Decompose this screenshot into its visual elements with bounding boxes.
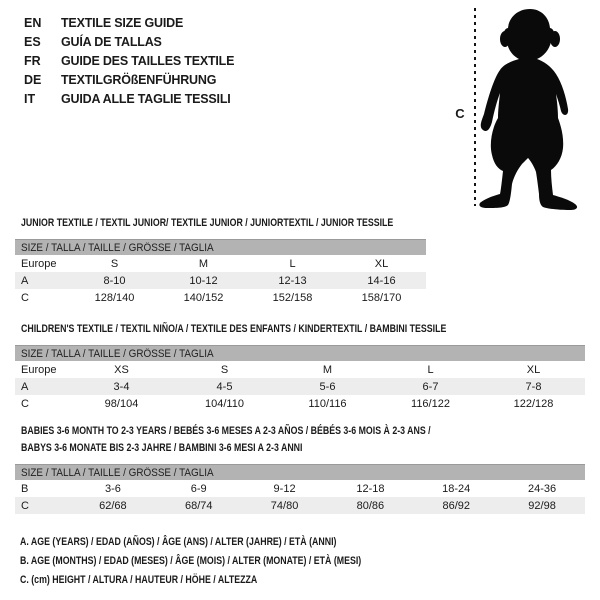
table-title-line xyxy=(21,423,585,440)
table-title xyxy=(15,215,426,232)
table-cell: 140/152 xyxy=(183,291,224,304)
language-row xyxy=(24,13,234,32)
note-text: B. AGE (MONTHS) / EDAD (MESES) / ÂGE (MOIS) / ALTER (MONATE) / ETÀ (MESI) xyxy=(20,555,362,567)
size-header-bar xyxy=(15,345,585,361)
table-cell: 7-8 xyxy=(525,380,542,393)
note-text: C. (cm) HEIGHT / ALTURA / HAUTEUR / HÖHE / ALTEZZA xyxy=(20,574,258,586)
language-code: FR xyxy=(24,53,41,68)
table-cell: 116/122 xyxy=(411,397,450,410)
children-table-section xyxy=(15,321,585,412)
table-cell: S xyxy=(220,363,229,376)
language-row xyxy=(24,32,234,51)
table-row xyxy=(15,289,426,306)
table-cell: XS xyxy=(114,363,129,376)
language-title: GUÍA DE TALLAS xyxy=(61,34,162,49)
table-cell: 24-36 xyxy=(527,482,557,495)
table-cell: 4-5 xyxy=(216,380,233,393)
footnotes xyxy=(20,533,447,590)
row-label: C xyxy=(21,291,29,304)
table-cell: 18-24 xyxy=(442,482,471,495)
table-cell: L xyxy=(427,363,434,376)
table-cell: 104/110 xyxy=(205,397,244,410)
size-table xyxy=(15,239,426,306)
table-cell: 122/128 xyxy=(513,397,554,410)
note-line xyxy=(20,552,447,571)
size-header-text: SIZE / TALLA / TAILLE / GRÖSSE / TAGLIA xyxy=(21,347,214,360)
size-table xyxy=(15,345,585,412)
table-title-text: JUNIOR TEXTILE / TEXTIL JUNIOR/ TEXTILE JUNIOR / JUNIORTEXTIL / JUNIOR TESSILE xyxy=(21,217,394,229)
table-title-text: BABYS 3-6 MONATE BIS 2-3 JAHRE / BAMBINI 3-6 MESI A 2-3 ANNI xyxy=(21,442,303,454)
table-cell: 12-18 xyxy=(356,482,385,495)
babies-table-section xyxy=(15,423,585,514)
table-row xyxy=(15,255,426,272)
size-table xyxy=(15,464,585,514)
row-label: A xyxy=(21,274,29,287)
size-header-bar xyxy=(15,464,585,480)
height-label-c: C xyxy=(455,106,465,121)
table-cell: 6-7 xyxy=(422,380,439,393)
table-row xyxy=(15,272,426,289)
table-title-line xyxy=(21,215,426,232)
table-cell: M xyxy=(322,363,333,376)
table-row xyxy=(15,361,585,378)
table-cell: 128/140 xyxy=(94,291,135,304)
table-cell: 62/68 xyxy=(99,499,127,512)
junior-table-section xyxy=(15,215,426,306)
table-cell: 8-10 xyxy=(103,274,126,287)
language-row xyxy=(24,51,234,70)
table-cell: S xyxy=(110,257,119,270)
table-cell: 3-6 xyxy=(104,482,121,495)
baby-silhouette-icon xyxy=(476,6,580,211)
language-row xyxy=(24,89,234,108)
table-cell: 14-16 xyxy=(367,274,396,287)
table-cell: M xyxy=(198,257,209,270)
size-header-text: SIZE / TALLA / TAILLE / GRÖSSE / TAGLIA xyxy=(21,466,214,479)
table-cell: 12-13 xyxy=(278,274,307,287)
note-text: A. AGE (YEARS) / EDAD (AÑOS) / ÂGE (ANS) / ALTER (JAHRE) / ETÀ (ANNI) xyxy=(20,536,337,548)
language-code: IT xyxy=(24,91,36,106)
table-cell: 5-6 xyxy=(319,380,336,393)
table-cell: 152/158 xyxy=(272,291,313,304)
table-title-text: CHILDREN'S TEXTILE / TEXTIL NIÑO/A / TEXTILE DES ENFANTS / KINDERTEXTIL / BAMBINI TESSILE xyxy=(21,323,447,335)
table-cell: 80/86 xyxy=(356,499,385,512)
table-row xyxy=(15,378,585,395)
table-title-line xyxy=(21,440,585,457)
table-cell: 3-4 xyxy=(113,380,130,393)
table-cell: 9-12 xyxy=(273,482,296,495)
table-row xyxy=(15,395,585,412)
table-cell: XL xyxy=(374,257,389,270)
table-cell: 86/92 xyxy=(442,499,470,512)
table-cell: 68/74 xyxy=(184,499,213,512)
row-label: C xyxy=(21,397,29,410)
table-cell: 110/116 xyxy=(308,397,347,410)
table-cell: 74/80 xyxy=(270,499,299,512)
table-row xyxy=(15,497,585,514)
language-code: EN xyxy=(24,15,42,30)
table-title-text: BABIES 3-6 MONTH TO 2-3 YEARS / BEBÉS 3-6 MESES A 2-3 AÑOS / BÉBÉS 3-6 MOIS À 2-3 ANS / xyxy=(21,425,431,437)
row-label: Europe xyxy=(21,363,57,376)
note-line xyxy=(20,571,447,590)
size-header-text: SIZE / TALLA / TAILLE / GRÖSSE / TAGLIA xyxy=(21,241,214,254)
row-label: B xyxy=(21,482,29,495)
language-row xyxy=(24,70,234,89)
table-row xyxy=(15,480,585,497)
language-code: ES xyxy=(24,34,41,49)
table-cell: 98/104 xyxy=(104,397,139,410)
size-header-bar xyxy=(15,239,426,255)
row-label: Europe xyxy=(21,257,57,270)
language-list xyxy=(24,13,234,108)
language-title: GUIDA ALLE TAGLIE TESSILI xyxy=(61,91,231,106)
note-line xyxy=(20,533,447,552)
table-title xyxy=(15,321,585,338)
language-title: TEXTILE SIZE GUIDE xyxy=(61,15,184,30)
language-title: GUIDE DES TAILLES TEXTILE xyxy=(61,53,235,68)
table-cell: XL xyxy=(526,363,541,376)
row-label: C xyxy=(21,499,29,512)
language-code: DE xyxy=(24,72,42,87)
table-title-line xyxy=(21,321,585,338)
table-title xyxy=(15,423,585,457)
table-cell: 92/98 xyxy=(528,499,556,512)
language-title: TEXTILGRÖßENFÜHRUNG xyxy=(61,72,217,87)
table-cell: 6-9 xyxy=(190,482,207,495)
table-cell: L xyxy=(289,257,296,270)
table-cell: 10-12 xyxy=(189,274,218,287)
row-label: A xyxy=(21,380,29,393)
table-cell: 158/170 xyxy=(361,291,402,304)
